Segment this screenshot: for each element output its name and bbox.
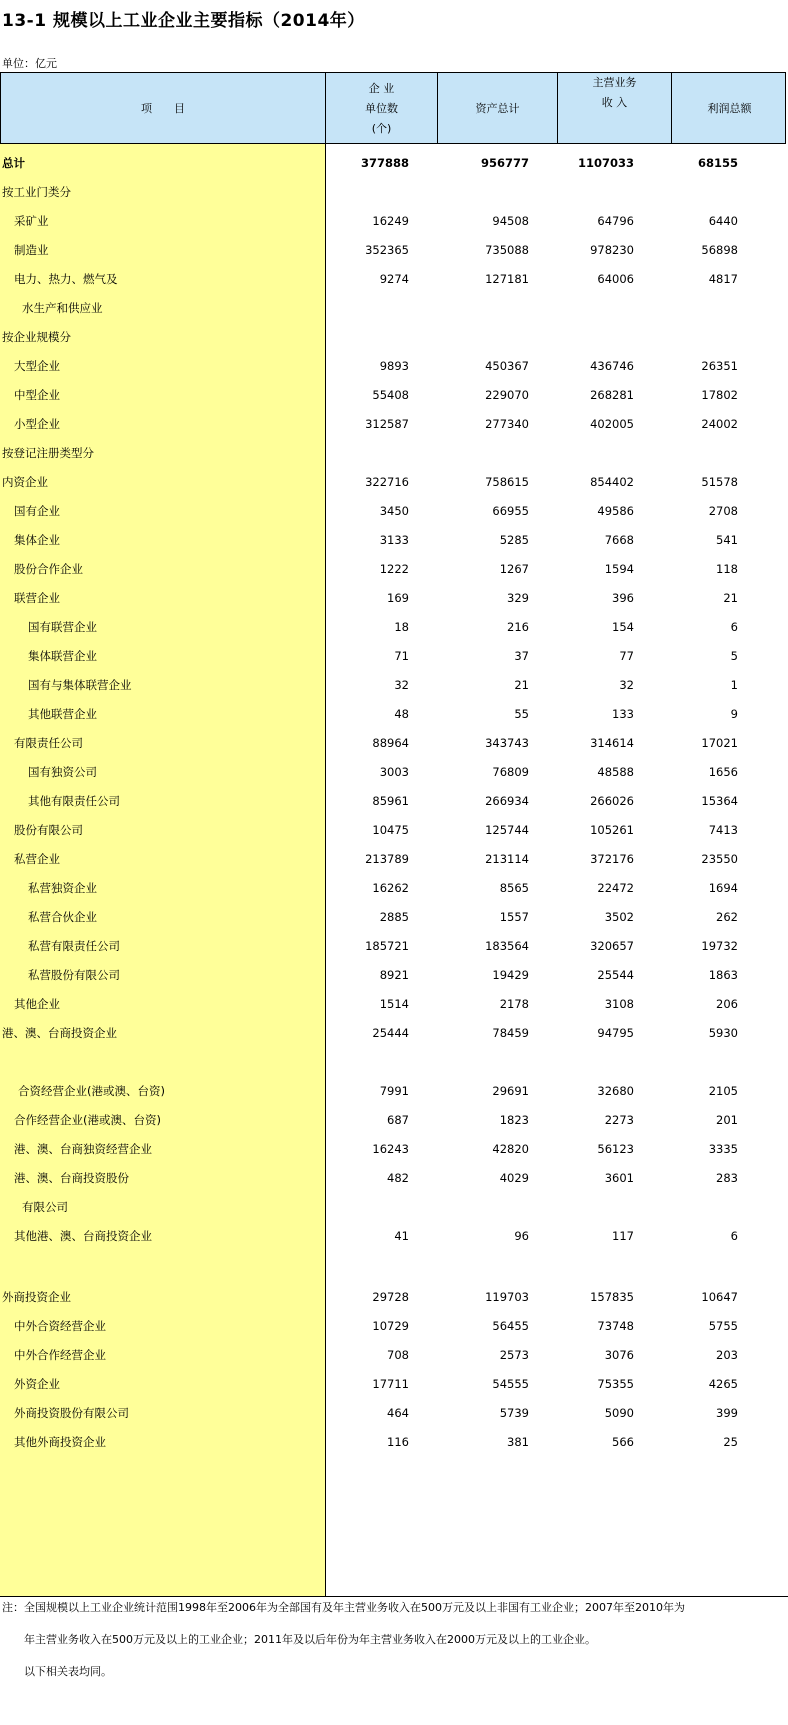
cell-value: 5755 [708,1319,738,1333]
table-row [0,1112,788,1128]
cell-value: 19732 [701,939,738,953]
row-label: 采矿业 [14,214,49,228]
table-row [0,155,788,171]
row-label: 集体企业 [14,533,60,547]
row-label: 外资企业 [14,1377,60,1391]
cell-value: 5739 [499,1406,529,1420]
cell-value: 402005 [590,417,634,431]
cell-value: 3133 [379,533,409,547]
table-row [0,474,788,490]
cell-value: 322716 [365,475,409,489]
row-label: 制造业 [14,243,49,257]
cell-value: 56898 [701,243,738,257]
row-label: 有限责任公司 [14,736,83,750]
cell-value: 312587 [365,417,409,431]
cell-value: 32680 [597,1084,634,1098]
table-row [0,1405,788,1421]
cell-value: 64006 [597,272,634,286]
table-row [0,1289,788,1305]
cell-value: 372176 [590,852,634,866]
cell-value: 56455 [492,1319,529,1333]
cell-value: 1557 [499,910,529,924]
cell-value: 169 [387,591,409,605]
cell-value: 42820 [492,1142,529,1156]
header-item-label: 项 目 [141,102,185,115]
cell-value: 3335 [708,1142,738,1156]
cell-value: 85961 [372,794,409,808]
cell-value: 4265 [708,1377,738,1391]
row-label: 股份有限公司 [14,823,83,837]
row-label: 按企业规模分 [2,330,71,344]
cell-value: 9893 [379,359,409,373]
cell-value: 49586 [597,504,634,518]
cell-value: 5090 [604,1406,634,1420]
cell-value: 377888 [360,156,409,170]
cell-value: 10729 [372,1319,409,1333]
cell-value: 66955 [492,504,529,518]
row-label: 大型企业 [14,359,60,373]
table-row [0,329,788,345]
table-header [0,72,786,144]
cell-value: 7668 [604,533,634,547]
footnote-line: 注：全国规模以上工业企业统计范围1998年至2006年为全部国有及年主营业务收入在500万元及以上非国有工业企业；2007年至2010年为 [2,1601,685,1614]
cell-value: 1 [730,678,738,692]
cell-value: 1514 [379,997,409,1011]
row-label: 港、澳、台商投资股份 [14,1171,129,1185]
cell-value: 76809 [492,765,529,779]
row-label: 国有独资公司 [28,765,97,779]
cell-value: 77 [619,649,634,663]
cell-value: 4817 [708,272,738,286]
row-label: 私营合伙企业 [28,910,97,924]
cell-value: 201 [716,1113,738,1127]
header-label: 利润总额 [707,102,752,115]
cell-value: 399 [716,1406,738,1420]
cell-value: 203 [716,1348,738,1362]
cell-value: 2178 [499,997,529,1011]
cell-value: 17802 [701,388,738,402]
cell-value: 127181 [485,272,529,286]
cell-value: 75355 [597,1377,634,1391]
row-label: 其他外商投资企业 [14,1435,106,1449]
table-row [0,648,788,664]
cell-value: 78459 [492,1026,529,1040]
cell-value: 2885 [379,910,409,924]
cell-value: 32 [619,678,634,692]
row-label: 合作经营企业(港或澳、台资) [14,1113,161,1127]
table-row [0,677,788,693]
row-label: 外商投资股份有限公司 [14,1406,129,1420]
cell-value: 3108 [604,997,634,1011]
cell-value: 381 [507,1435,529,1449]
cell-value: 154 [612,620,634,634]
header-label: 主营业务 [592,76,637,89]
row-label: 按登记注册类型分 [2,446,94,460]
cell-value: 1863 [708,968,738,982]
row-label: 小型企业 [14,417,60,431]
table-row [0,909,788,925]
cell-value: 213114 [485,852,529,866]
cell-value: 464 [387,1406,409,1420]
cell-value: 24002 [701,417,738,431]
cell-value: 1694 [708,881,738,895]
row-label: 其他港、澳、台商投资企业 [14,1229,152,1243]
cell-value: 55 [514,707,529,721]
cell-value: 216 [507,620,529,634]
cell-value: 329 [507,591,529,605]
row-label: 私营有限责任公司 [28,939,120,953]
cell-value: 119703 [485,1290,529,1304]
cell-value: 213789 [365,852,409,866]
cell-value: 3450 [379,504,409,518]
table-row [0,1141,788,1157]
cell-value: 26351 [701,359,738,373]
table-row [0,1025,788,1041]
cell-value: 3003 [379,765,409,779]
header-total-profit [672,73,787,145]
cell-value: 48 [394,707,409,721]
table-title: 13-1 规模以上工业企业主要指标（2014年） [2,11,365,31]
footnote-line: 以下相关表均同。 [2,1665,112,1678]
cell-value: 1222 [379,562,409,576]
cell-value: 2573 [499,1348,529,1362]
table-row [0,822,788,838]
cell-value: 1107033 [577,156,634,170]
cell-value: 482 [387,1171,409,1185]
table-row [0,1376,788,1392]
row-label: 国有企业 [14,504,60,518]
table-row [0,996,788,1012]
unit-label: 单位：亿元 [2,57,57,70]
cell-value: 708 [387,1348,409,1362]
table-row [0,561,788,577]
cell-value: 16249 [372,214,409,228]
row-label: 内资企业 [2,475,48,489]
row-label: 有限公司 [22,1200,68,1214]
cell-value: 541 [716,533,738,547]
table-row [0,1318,788,1334]
table-row [0,1347,788,1363]
cell-value: 343743 [485,736,529,750]
table-row [0,271,788,287]
cell-value: 8921 [379,968,409,982]
cell-value: 16262 [372,881,409,895]
table-row [0,387,788,403]
cell-value: 183564 [485,939,529,953]
table-row [0,213,788,229]
header-label: 企 业 [368,82,395,95]
cell-value: 1594 [604,562,634,576]
footnotes [2,1592,685,1688]
cell-value: 5 [730,649,738,663]
cell-value: 94795 [597,1026,634,1040]
cell-value: 16243 [372,1142,409,1156]
table-row [0,1434,788,1450]
table-row [0,619,788,635]
cell-value: 8565 [499,881,529,895]
cell-value: 10647 [701,1290,738,1304]
table-row [0,1170,788,1186]
header-label: 收 入 [601,96,628,109]
row-label: 私营独资企业 [28,881,97,895]
cell-value: 118 [716,562,738,576]
cell-value: 23550 [701,852,738,866]
cell-value: 3502 [604,910,634,924]
table-row [0,938,788,954]
table-row [0,793,788,809]
row-label: 其他有限责任公司 [28,794,120,808]
cell-value: 314614 [590,736,634,750]
cell-value: 25544 [597,968,634,982]
cell-value: 29728 [372,1290,409,1304]
cell-value: 396 [612,591,634,605]
cell-value: 73748 [597,1319,634,1333]
cell-value: 64796 [597,214,634,228]
cell-value: 54555 [492,1377,529,1391]
table-row [0,851,788,867]
table-row [0,1199,788,1215]
table-row [0,706,788,722]
cell-value: 17021 [701,736,738,750]
cell-value: 88964 [372,736,409,750]
table-row [0,590,788,606]
cell-value: 18 [394,620,409,634]
cell-value: 978230 [590,243,634,257]
row-label: 国有与集体联营企业 [28,678,132,692]
cell-value: 71 [394,649,409,663]
cell-value: 25 [723,1435,738,1449]
cell-value: 25444 [372,1026,409,1040]
cell-value: 10475 [372,823,409,837]
row-label: 电力、热力、燃气及 [14,272,118,286]
header-enterprise-count [326,73,437,145]
row-label: 私营股份有限公司 [28,968,120,982]
cell-value: 133 [612,707,634,721]
cell-value: 7991 [379,1084,409,1098]
header-label: 资产总计 [475,102,520,115]
row-label: 股份合作企业 [14,562,83,576]
cell-value: 352365 [365,243,409,257]
cell-value: 41 [394,1229,409,1243]
row-label: 港、澳、台商投资企业 [2,1026,117,1040]
cell-value: 2273 [604,1113,634,1127]
cell-value: 320657 [590,939,634,953]
cell-value: 2105 [708,1084,738,1098]
cell-value: 436746 [590,359,634,373]
cell-value: 56123 [597,1142,634,1156]
cell-value: 283 [716,1171,738,1185]
row-label: 其他企业 [14,997,60,1011]
cell-value: 450367 [485,359,529,373]
table-row [0,358,788,374]
table-row [0,967,788,983]
table-row [0,416,788,432]
row-label: 中外合作经营企业 [14,1348,106,1362]
cell-value: 48588 [597,765,634,779]
cell-value: 6 [730,1229,738,1243]
cell-value: 68155 [697,156,738,170]
table-row [0,184,788,200]
cell-value: 3601 [604,1171,634,1185]
cell-value: 96 [514,1229,529,1243]
cell-value: 185721 [365,939,409,953]
cell-value: 21 [514,678,529,692]
cell-value: 1656 [708,765,738,779]
header-label: 单位数 [365,102,398,115]
row-label: 中型企业 [14,388,60,402]
cell-value: 51578 [701,475,738,489]
cell-value: 5930 [708,1026,738,1040]
cell-value: 94508 [492,214,529,228]
cell-value: 262 [716,910,738,924]
cell-value: 9274 [379,272,409,286]
cell-value: 125744 [485,823,529,837]
header-item [1,73,325,145]
table-row [0,1228,788,1244]
row-label: 水生产和供应业 [22,301,103,315]
cell-value: 19429 [492,968,529,982]
header-total-assets [438,73,557,145]
table-row [0,242,788,258]
cell-value: 854402 [590,475,634,489]
header-label: (个) [371,122,392,135]
cell-value: 22472 [597,881,634,895]
row-label: 私营企业 [14,852,60,866]
cell-value: 1823 [499,1113,529,1127]
row-label: 外商投资企业 [2,1290,71,1304]
cell-value: 3076 [604,1348,634,1362]
cell-value: 268281 [590,388,634,402]
cell-value: 266934 [485,794,529,808]
row-label: 中外合资经营企业 [14,1319,106,1333]
cell-value: 9 [730,707,738,721]
row-label: 总计 [2,156,25,170]
cell-value: 117 [612,1229,634,1243]
cell-value: 1267 [499,562,529,576]
row-label: 按工业门类分 [2,185,71,199]
table-row [0,764,788,780]
footnote-line: 年主营业务收入在500万元及以上的工业企业；2011年及以后年份为年主营业务收入在2000万元及以上的工业企业。 [2,1633,596,1646]
cell-value: 55408 [372,388,409,402]
cell-value: 6 [730,620,738,634]
cell-value: 735088 [485,243,529,257]
row-label: 合资经营企业(港或澳、台资) [18,1084,165,1098]
cell-value: 17711 [372,1377,409,1391]
header-main-revenue [558,73,671,145]
cell-value: 7413 [708,823,738,837]
table-body [0,144,788,1597]
cell-value: 266026 [590,794,634,808]
cell-value: 29691 [492,1084,529,1098]
table-row [0,445,788,461]
cell-value: 6440 [708,214,738,228]
cell-value: 32 [394,678,409,692]
cell-value: 687 [387,1113,409,1127]
row-label: 联营企业 [14,591,60,605]
cell-value: 105261 [590,823,634,837]
cell-value: 157835 [590,1290,634,1304]
row-label: 国有联营企业 [28,620,97,634]
row-label: 集体联营企业 [28,649,97,663]
table-row [0,880,788,896]
row-label: 其他联营企业 [28,707,97,721]
table-row [0,503,788,519]
row-label: 港、澳、台商独资经营企业 [14,1142,152,1156]
cell-value: 758615 [485,475,529,489]
table-row [0,1083,788,1099]
cell-value: 15364 [701,794,738,808]
cell-value: 5285 [499,533,529,547]
cell-value: 37 [514,649,529,663]
cell-value: 206 [716,997,738,1011]
table-row [0,300,788,316]
cell-value: 116 [387,1435,409,1449]
cell-value: 229070 [485,388,529,402]
cell-value: 277340 [485,417,529,431]
cell-value: 2708 [708,504,738,518]
cell-value: 4029 [499,1171,529,1185]
table-row [0,532,788,548]
table-row [0,735,788,751]
cell-value: 566 [612,1435,634,1449]
cell-value: 21 [723,591,738,605]
cell-value: 956777 [480,156,529,170]
